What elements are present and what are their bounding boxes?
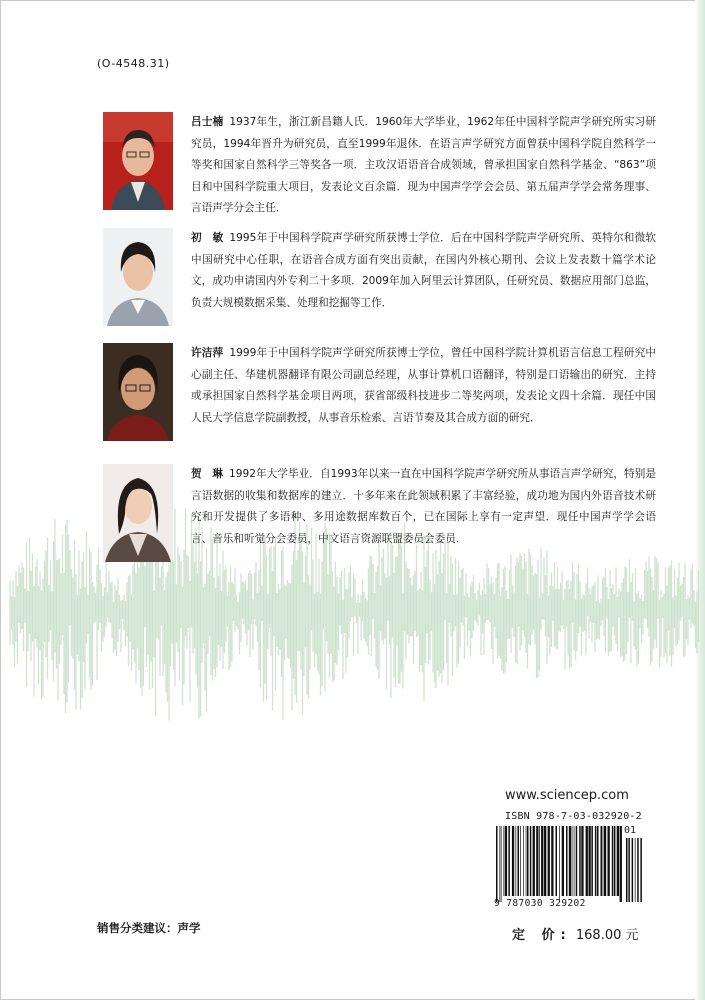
barcode-bar [539, 826, 540, 896]
barcode-bar [500, 826, 501, 902]
barcode-bar [591, 826, 593, 896]
barcode-bar [574, 826, 575, 896]
barcode-bar [572, 826, 573, 896]
barcode-bar [501, 826, 502, 902]
author-name: 吕士楠 [191, 116, 224, 128]
barcode-addon-bar [626, 838, 628, 902]
classification-code: (O-4548.31) [97, 57, 170, 70]
author-photo [103, 112, 173, 210]
barcode-bar [536, 826, 538, 896]
barcode-bar [612, 826, 614, 896]
barcode-addon-bar [640, 838, 642, 902]
barcode-bar [559, 826, 560, 902]
barcode-addon-digits: 01 [624, 825, 637, 836]
barcode-bar [523, 826, 524, 896]
author-bio [191, 112, 656, 220]
barcode-bar [620, 826, 622, 902]
sales-classification: 销售分类建议：声学 [97, 921, 201, 935]
isbn-number: ISBN 978-7-03-032920-2 [505, 811, 642, 822]
barcode-bar [595, 826, 597, 896]
barcode-bar [527, 826, 529, 896]
author-photo [103, 343, 173, 441]
barcode-bar [530, 826, 532, 896]
barcode-bar [576, 826, 578, 896]
barcode-bar [516, 826, 517, 896]
author-bio [191, 464, 656, 550]
author-bio-text: 1995年于中国科学院声学研究所获博士学位．后在中国科学院声学研究所、英特尔和微软中国研究中心任职，在语音合成方面有突出贡献，在国内外核心期刊、会议上发表数十篇学术论文，成功申请国内外专利二十多项．2009年加入阿里云计算团队，任研究员、数据应用部门总监，负责大规模数据采集、处理和挖掘等工作． [191, 232, 656, 309]
barcode-bar [608, 826, 610, 896]
barcode-bar [604, 826, 606, 896]
author-photo [103, 228, 173, 326]
barcode-bar [533, 826, 535, 896]
barcode-bar [496, 826, 498, 902]
author-photo [103, 464, 173, 562]
barcode-bar [520, 826, 521, 896]
barcode-bar [603, 826, 604, 896]
barcode-bar [556, 826, 558, 896]
barcode-bar [512, 826, 514, 896]
barcode-addon-bar [628, 838, 630, 902]
barcode-addon-bar [632, 838, 634, 902]
barcode-bar [551, 826, 553, 896]
barcode-bar [508, 826, 510, 896]
barcode-bar [566, 826, 568, 896]
barcode-bar [505, 826, 507, 896]
author-bio-text: 1999年于中国科学院声学研究所获博士学位，曾任中国科学院计算机语言信息工程研究中心副主任、华建机器翻译有限公司副总经理，从事计算机口语翻译，特别是口语输出的研究．主持或承担国家自然科学基金项目两项，获省部级科技进步二等奖两项，发表论文四十余篇．现任中国人民大学信息学院副教授，从事音乐检索、言语节奏及其合成方面的研究． [191, 347, 656, 424]
author-bio [191, 343, 656, 429]
author-bio-text: 1937年生，浙江新昌籍人氏．1960年大学毕业，1962年任中国科学院声学研究所实习研究员，1994年晋升为研究员，直至1999年退休．在语言声学研究方面曾获中国科学院自然科学一等奖和国家自然科学三等奖各一项．主攻汉语语音合成领域，曾承担国家自然科学基金、“863”项目和中国科学院重大项目，发表论文百余篇．现为中国声学学会会员、第五届声学学会常务理事、言语声学分会主任． [191, 116, 657, 214]
barcode-bar [597, 826, 599, 896]
barcode-bar [548, 826, 550, 896]
price-label: 定 价: [512, 928, 572, 943]
publisher-website: www.sciencep.com [505, 788, 629, 803]
barcode-bar [518, 826, 520, 896]
barcode-bar [569, 826, 571, 896]
barcode-bar [579, 826, 581, 896]
barcode-addon-bar [635, 838, 636, 902]
author-bio-text: 1992年大学毕业．自1993年以来一直在中国科学院声学研究所从事语言声学研究，特别是言语数据的收集和数据库的建立．十多年来在此领域积累了丰富经验，成功地为国内外语音技术研究和开发提供了多语种、多用途数据库数百个，已在国际上享有一定声望．现任中国声学学会语言、音乐和听觉分会委员，中文语言资源联盟委员会委员． [191, 468, 657, 545]
barcode-bar [617, 826, 619, 896]
barcode-addon-bar [637, 838, 639, 902]
barcode-bar [526, 826, 527, 896]
barcode-bar [601, 826, 603, 896]
barcode-bar [504, 826, 505, 896]
barcode-bar [581, 826, 583, 896]
barcode-digits: 9 787030 329202 [494, 898, 586, 909]
author-name: 初 敏 [191, 232, 224, 244]
barcode-bar [544, 826, 546, 896]
barcode-bar [562, 826, 564, 896]
author-name: 贺 琳 [191, 468, 223, 480]
price-value: 168.00 元 [575, 928, 639, 943]
price [512, 924, 639, 943]
barcode-bar [586, 826, 588, 896]
author-bio [191, 228, 656, 314]
author-name: 许洁萍 [191, 347, 224, 359]
barcode-bar [541, 826, 543, 896]
barcode-bar [614, 826, 616, 896]
barcode-bar [589, 826, 591, 896]
